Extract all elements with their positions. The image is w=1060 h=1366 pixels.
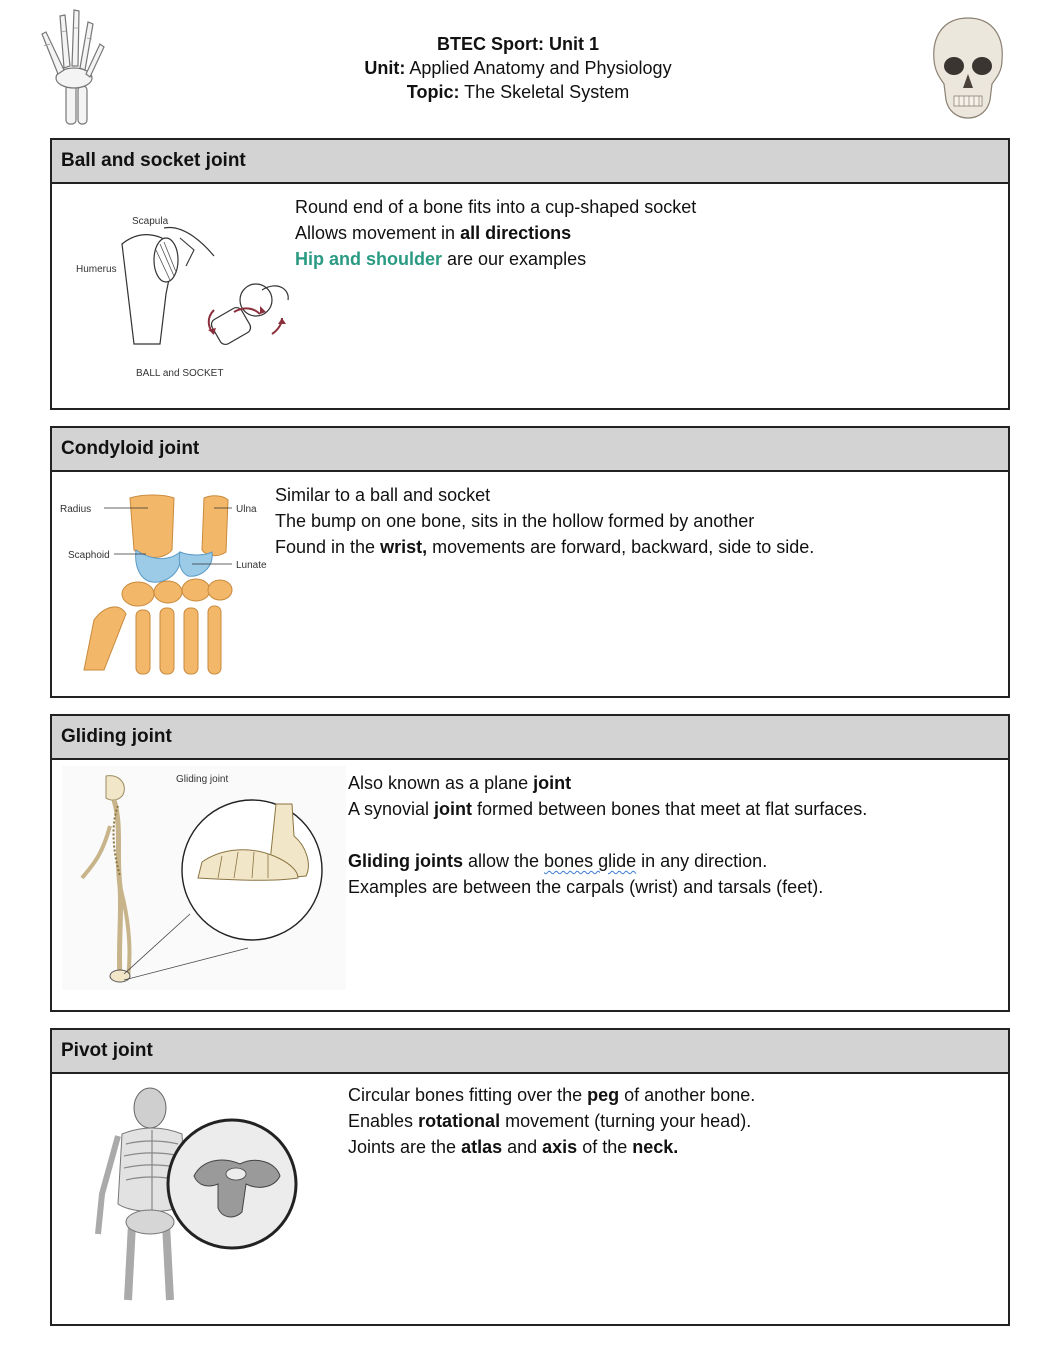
gliding-text xyxy=(348,770,867,900)
ball-socket-card xyxy=(50,138,1010,410)
unit-line xyxy=(0,56,1036,80)
gliding-line-3: Gliding joints allow the bones glide in any direction. xyxy=(348,851,768,871)
scaphoid-label: Scaphoid xyxy=(68,550,110,561)
humerus-label: Humerus xyxy=(76,264,117,275)
condyloid-line-2: The bump on one bone, sits in the hollow formed by another xyxy=(275,511,755,531)
pivot-line-1: Circular bones fitting over the peg of another bone. xyxy=(348,1085,756,1105)
ball-line-1: Round end of a bone fits into a cup-shaped socket xyxy=(295,197,697,217)
scapula-label: Scapula xyxy=(132,216,169,227)
ball-line-3: Hip and shoulder are our examples xyxy=(295,249,587,269)
pivot-text xyxy=(348,1082,755,1160)
lunate-label: Lunate xyxy=(236,560,267,571)
ball-socket-diagram xyxy=(64,194,294,384)
ball-socket-text xyxy=(295,194,696,272)
gliding-card xyxy=(50,714,1010,1012)
condyloid-line-1: Similar to a ball and socket xyxy=(275,485,491,505)
pivot-card xyxy=(50,1028,1010,1326)
radius-label: Radius xyxy=(60,504,92,515)
unit-label: Unit: xyxy=(364,58,406,78)
gliding-title: Gliding joint xyxy=(52,716,1008,760)
topic-value: The Skeletal System xyxy=(459,82,630,102)
condyloid-title: Condyloid joint xyxy=(52,428,1008,472)
ball-line-2: Allows movement in all directions xyxy=(295,223,572,243)
topic-label: Topic: xyxy=(406,82,460,102)
pivot-line-3: Joints are the atlas and axis of the neck. xyxy=(348,1137,679,1157)
document-header xyxy=(0,32,1036,104)
ulna-label: Ulna xyxy=(236,504,257,515)
unit-value: Applied Anatomy and Physiology xyxy=(405,58,672,78)
gliding-line-2: A synovial joint formed between bones that meet at flat surfaces. xyxy=(348,799,868,819)
condyloid-diagram xyxy=(60,490,276,676)
gliding-caption: Gliding joint xyxy=(176,774,229,785)
gliding-diagram xyxy=(62,766,346,990)
topic-line xyxy=(0,80,1036,104)
pivot-line-2: Enables rotational movement (turning your head). xyxy=(348,1111,752,1131)
gliding-spacer xyxy=(348,822,867,848)
gliding-line-4: Examples are between the carpals (wrist) and tarsals (feet). xyxy=(348,877,824,897)
ball-socket-title: Ball and socket joint xyxy=(52,140,1008,184)
course-title: BTEC Sport: Unit 1 xyxy=(437,34,599,54)
condyloid-text xyxy=(275,482,814,560)
condyloid-card xyxy=(50,426,1010,698)
condyloid-line-3: Found in the wrist, movements are forward, backward, side to side. xyxy=(275,537,815,557)
gliding-line-1: Also known as a plane joint xyxy=(348,773,572,793)
ball-socket-caption: BALL and SOCKET xyxy=(136,368,224,379)
pivot-diagram xyxy=(62,1084,346,1304)
pivot-title: Pivot joint xyxy=(52,1030,1008,1074)
